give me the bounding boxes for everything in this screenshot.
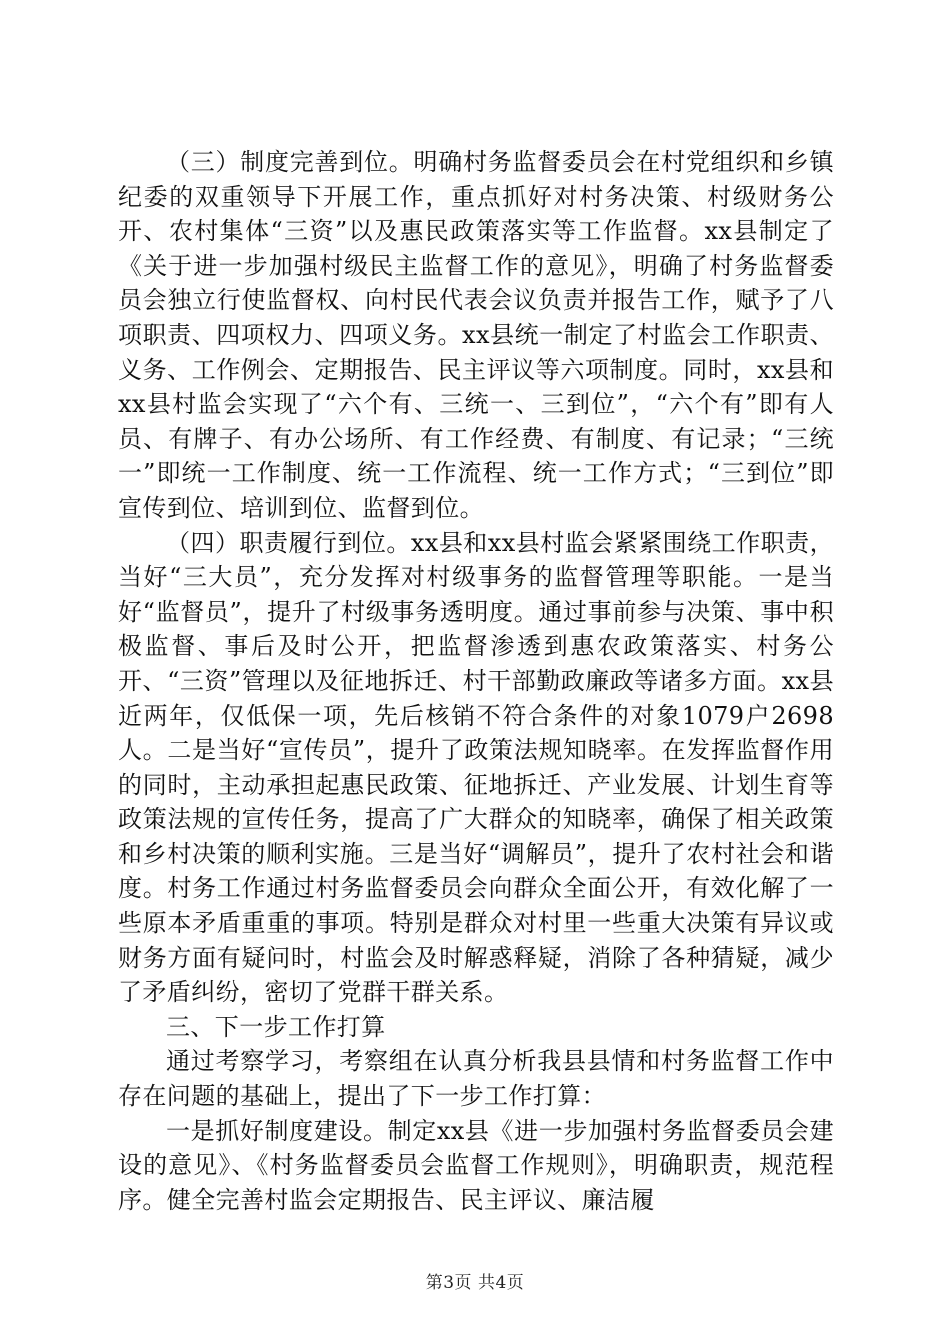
paragraph-system-building: 一是抓好制度建设。制定xx县《进一步加强村务监督委员会建设的意见》、《村务监督委员会监督工作规则》，明确职责，规范程序。健全完善村监会定期报告、民主评议、廉洁履	[118, 1116, 834, 1214]
document-body	[118, 145, 834, 1217]
paragraph-study-summary: 通过考察学习，考察组在认真分析我县县情和村务监督工作中存在问题的基础上，提出了下一步工作打算：	[118, 1047, 834, 1111]
page-footer: 第3页 共4页	[425, 1273, 525, 1293]
paragraph-institution-perfection: （三）制度完善到位。明确村务监督委员会在村党组织和乡镇纪委的双重领导下开展工作，重点抓好对村务决策、村级财务公开、农村集体“三资”以及惠民政策落实等工作监督。xx县制定了《关于进一步加强村级民主监督工作的意见》，明确了村务监督委员会独立行使监督权、向村民代表会议负责并报告工作，赋予了八项职责、四项权力、四项义务。xx县统一制定了村监会工作职责、义务、工作例会、定期报告、民主评议等六项制度。同时，xx县和xx县村监会实现了“六个有、三统一、三到位”，“六个有”即有人员、有牌子、有办公场所、有工作经费、有制度、有记录；“三统一”即统一工作制度、统一工作流程、统一工作方式；“三到位”即宣传到位、培训到位、监督到位。	[118, 148, 834, 522]
section-heading-next-steps: 三、下一步工作打算	[166, 1012, 386, 1041]
paragraph-duty-performance: （四）职责履行到位。xx县和xx县村监会紧紧围绕工作职责，当好“三大员”，充分发挥对村级事务的监督管理等职能。一是当好“监督员”，提升了村级事务透明度。通过事前参与决策、事中积极监督、事后及时公开，把监督渗透到惠农政策落实、村务公开、“三资”管理以及征地拆迁、村干部勤政廉政等诸多方面。xx县近两年，仅低保一项，先后核销不符合条件的对象1079户2698人。二是当好“宣传员”，提升了政策法规知晓率。在发挥监督作用的同时，主动承担起惠民政策、征地拆迁、产业发展、计划生育等政策法规的宣传任务，提高了广大群众的知晓率，确保了相关政策和乡村决策的顺利实施。三是当好“调解员”，提升了农村社会和谐度。村务工作通过村务监督委员会向群众全面公开，有效化解了一些原本矛盾重重的事项。特别是群众对村里一些重大决策有异议或财务方面有疑问时，村监会及时解惑释疑，消除了各种猜疑，减少了矛盾纠纷，密切了党群干群关系。	[118, 528, 834, 1007]
